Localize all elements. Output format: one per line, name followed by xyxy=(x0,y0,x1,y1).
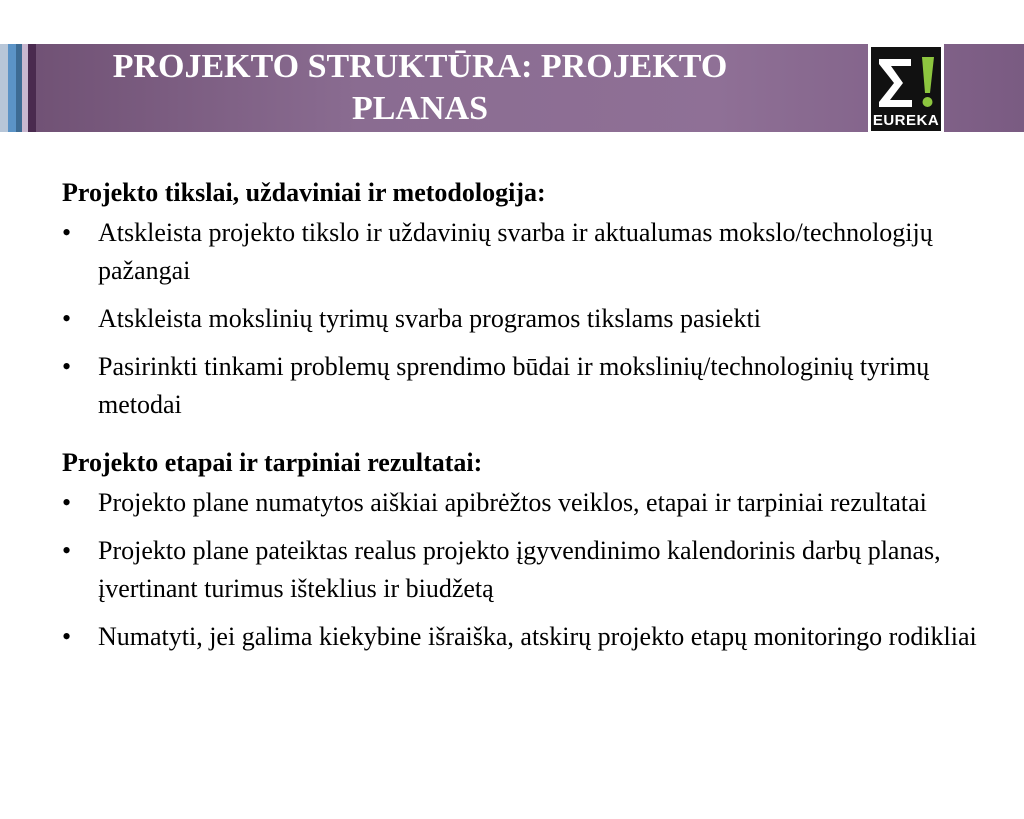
list-item xyxy=(62,484,982,522)
bullet-icon: • xyxy=(62,536,72,565)
accent-stripe xyxy=(8,44,16,132)
list-item xyxy=(62,618,982,656)
section-heading: Projekto tikslai, uždaviniai ir metodologija: xyxy=(62,178,546,207)
list-item-text: Projekto plane numatytos aiškiai apibrėžtos veiklos, etapai ir tarpiniai rezultatai xyxy=(98,488,927,517)
list-item-text: Atskleista mokslinių tyrimų svarba programos tikslams pasiekti xyxy=(98,304,761,333)
accent-stripe xyxy=(0,44,8,132)
list-item-text: Atskleista projekto tikslo ir uždavinių svarba ir aktualumas mokslo/technologijų pažangai xyxy=(98,218,933,285)
list-item xyxy=(62,214,982,290)
bullet-list xyxy=(62,214,982,424)
list-item-text: Numatyti, jei galima kiekybine išraiška, atskirų projekto etapų monitoringo rodikliai xyxy=(98,622,977,651)
bullet-icon: • xyxy=(62,304,72,333)
bullet-list xyxy=(62,484,982,656)
list-item-text: Pasirinkti tinkami problemų sprendimo būdai ir mokslinių/technologinių tyrimų metodai xyxy=(98,352,930,419)
bullet-icon: • xyxy=(62,488,72,517)
accent-stripe xyxy=(28,44,36,132)
list-item xyxy=(62,348,982,424)
sigma-exclamation-icon xyxy=(875,53,939,115)
bullet-icon: • xyxy=(62,218,72,247)
list-item xyxy=(62,532,982,608)
list-item-text: Projekto plane pateiktas realus projekto įgyvendinimo kalendorinis darbų planas, įvertinant turimus išteklius ir biudžetą xyxy=(98,536,941,603)
bullet-icon: • xyxy=(62,622,72,651)
logo-wordmark: EUREKA xyxy=(872,112,940,129)
slide-title: PROJEKTO STRUKTŪRA: PROJEKTO PLANAS xyxy=(112,48,728,127)
section-heading: Projekto etapai ir tarpiniai rezultatai: xyxy=(62,448,483,477)
list-item xyxy=(62,300,982,338)
bullet-icon: • xyxy=(62,352,72,381)
slide-body xyxy=(62,174,982,666)
eureka-logo xyxy=(868,44,944,134)
